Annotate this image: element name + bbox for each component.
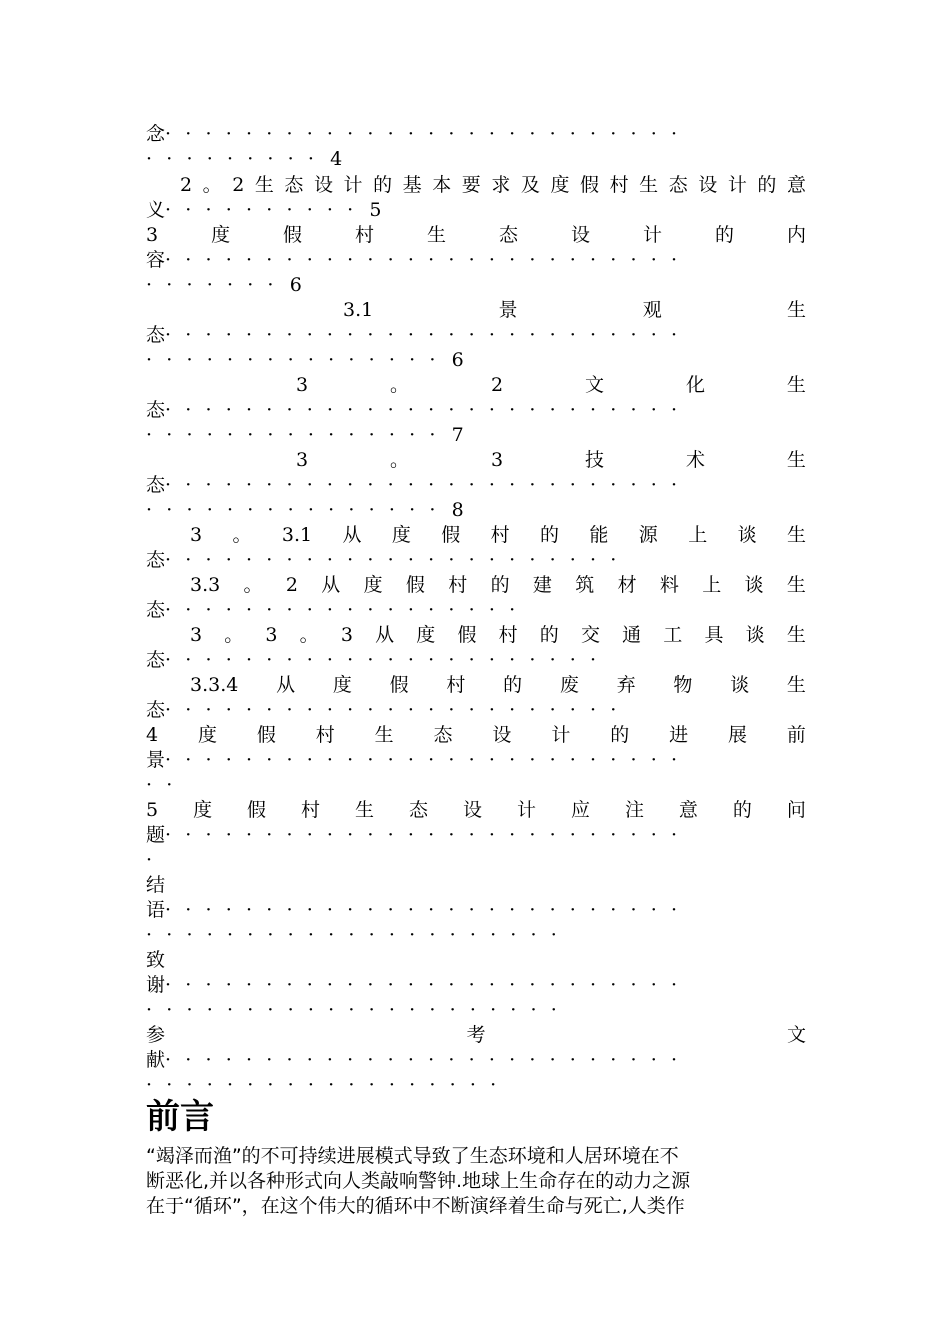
toc-entry-token: 设 [313,174,333,196]
toc-entry-token: 设 [492,724,512,746]
toc-entry-token: 的 [732,799,752,821]
toc-line [146,823,806,847]
toc-entry-token: 的 [610,724,630,746]
toc-entry-token: 生 [786,674,806,696]
toc-line [190,623,806,647]
toc-entry-token: 3 [296,449,309,471]
dot-leader: ······················· [165,699,631,721]
toc-entry-token: 意 [678,799,698,821]
toc-entry-token: 村 [498,624,518,646]
toc-entry-token: 生 [786,374,806,396]
toc-line [146,848,806,872]
toc-entry-token: 假 [405,574,425,596]
toc-entry-token: 度 [211,224,231,246]
toc-line [146,598,806,622]
toc-entry-token: 弃 [616,674,636,696]
toc-entry-token: 及 [520,174,540,196]
toc-entry-token: 的 [539,624,559,646]
toc-entry-token: 生 [639,174,659,196]
dot-leader: ·························· [165,324,692,346]
toc-entry-token: 村 [315,724,335,746]
toc-entry-token: 假 [283,224,303,246]
toc-line [146,423,806,447]
toc-entry-token: 谈 [745,624,765,646]
dot-leader: ·························· [165,399,692,421]
dot-leader: ··············· [146,499,450,521]
toc-entry-token: 源 [638,524,658,546]
toc-page-number: 7 [451,424,464,446]
toc-entry-token: 态 [499,224,519,246]
toc-line [146,923,806,947]
dot-leader: ·················· [146,1074,511,1096]
toc-page-number: 8 [451,499,464,521]
toc-entry-token: 谈 [737,524,757,546]
toc-entry-token: 。 [243,574,263,596]
toc-entry-token: 度 [332,674,352,696]
toc-entry-token: 前 [786,724,806,746]
toc-entry-token: 谈 [730,674,750,696]
toc-line [146,1048,806,1072]
toc-entry-token: 文 [786,1024,806,1046]
section-heading: 前言 [146,1097,214,1137]
dot-leader: ····················· [146,924,572,946]
toc-entry-token: 建 [532,574,552,596]
toc-entry-token: 。 [202,174,222,196]
toc-entry-token: 能 [589,524,609,546]
toc-entry-token: 2 [232,174,245,196]
toc-entry-token: 废 [559,674,579,696]
toc-entry-token: 度 [391,524,411,546]
toc-entry-token: 村 [448,574,468,596]
toc-line [146,273,806,297]
toc-entry-token: 基 [402,174,422,196]
toc-entry-token: 谈 [744,574,764,596]
toc-entry-token: 注 [624,799,644,821]
toc-entry-token: 村 [301,799,321,821]
toc-entry-token: 度 [363,574,383,596]
toc-entry-token: 术 [685,449,705,471]
toc-entry-token: 技 [585,449,605,471]
toc-entry-token: 应 [570,799,590,821]
toc-entry-token: 度 [197,724,217,746]
toc-entry-token: 计 [343,174,363,196]
toc-line [146,1023,806,1047]
dot-leader: ··············· [146,424,450,446]
toc-entry-token: 工 [663,624,683,646]
dot-leader: ······· [146,274,288,296]
toc-line [146,873,806,897]
toc-entry-token: 计 [642,224,662,246]
toc-entry-text: 语 [146,899,166,921]
toc-entry-token: 生 [786,449,806,471]
toc-entry-token: 计 [516,799,536,821]
toc-entry-token: 。 [390,374,410,396]
toc-entry-text: 态 [146,599,166,621]
toc-line [296,448,806,472]
toc-entry-token: 2 [180,174,193,196]
toc-entry-token: 。 [224,624,244,646]
toc-entry-token: 假 [256,724,276,746]
toc-line [146,548,806,572]
toc-entry-token: 设 [698,174,718,196]
toc-entry-token: 设 [462,799,482,821]
toc-entry-token: 计 [727,174,747,196]
toc-line [146,648,806,672]
dot-leader: ·························· [165,749,692,771]
toc-entry-text: 义 [146,199,166,221]
toc-entry-token: 3 [490,449,504,471]
dot-leader: ········· [146,148,329,170]
dot-leader: ·· [146,774,187,796]
toc-line [146,122,806,146]
toc-entry-token: 要 [461,174,481,196]
toc-line [146,473,806,497]
toc-entry-token: 态 [668,174,688,196]
toc-entry-text: 景 [146,749,166,771]
toc-line [146,748,806,772]
toc-entry-token: 的 [540,524,560,546]
dot-leader: · [146,849,167,871]
toc-line [146,198,806,222]
toc-entry-token: 度 [193,799,213,821]
toc-line [180,173,806,197]
toc-line [146,948,806,972]
toc-line [146,698,806,722]
dot-leader: ······················· [165,549,631,571]
toc-entry-token: 通 [622,624,642,646]
toc-entry-token: 生 [786,299,806,321]
toc-entry-token: 问 [786,799,806,821]
toc-entry-token: 5 [146,799,159,821]
toc-entry-token: 生 [355,799,375,821]
toc-entry-token: 上 [688,524,708,546]
toc-entry-token: 村 [446,674,466,696]
toc-entry-token: 展 [727,724,747,746]
toc-line [146,898,806,922]
toc-entry-token: 求 [491,174,511,196]
toc-line [146,348,806,372]
toc-entry-token: 上 [702,574,722,596]
dot-leader: ·········· [165,199,368,221]
toc-entry-token: 本 [432,174,452,196]
toc-line [146,773,806,797]
toc-entry-token: 从 [342,524,362,546]
toc-entry-token: 2 [490,374,504,396]
toc-entry-text: 念 [146,123,166,145]
dot-leader: ·························· [165,123,692,145]
dot-leader: ·························· [165,474,692,496]
dot-leader: ·················· [165,599,530,621]
toc-entry-token: 度 [550,174,570,196]
toc-entry-token: 从 [276,674,296,696]
toc-entry-token: 计 [551,724,571,746]
toc-entry-token: 。 [390,449,410,471]
toc-entry-token: 3.3.4 [190,674,239,696]
toc-entry-token: 村 [609,174,629,196]
toc-page-number: 4 [330,148,343,170]
toc-entry-token: 的 [714,224,734,246]
toc-entry-text: 态 [146,474,166,496]
toc-entry-token: 3 [265,624,278,646]
toc-page-number: 6 [451,349,464,371]
dot-leader: ····················· [146,999,572,1021]
toc-entry-token: 景 [498,299,518,321]
toc-entry-text: 献 [146,1049,166,1071]
toc-entry-text: 致 [146,949,166,971]
dot-leader: ······················ [165,649,611,671]
toc-entry-token: 3.3 [190,574,221,596]
toc-entry-token: 的 [503,674,523,696]
toc-entry-token: 从 [321,574,341,596]
toc-line [146,223,806,247]
toc-entry-text: 态 [146,649,166,671]
toc-entry-token: 态 [284,174,304,196]
toc-line [146,147,806,171]
toc-entry-token: 筑 [575,574,595,596]
toc-entry-token: 设 [570,224,590,246]
toc-entry-token: 假 [580,174,600,196]
toc-entry-token: 的 [757,174,777,196]
toc-entry-token: 材 [617,574,637,596]
toc-entry-token: 3 [190,524,203,546]
toc-entry-token: 3.1 [281,524,313,546]
toc-line [190,573,806,597]
toc-entry-token: 进 [669,724,689,746]
toc-line [146,998,806,1022]
toc-entry-token: 生 [254,174,274,196]
toc-entry-token: 的 [490,574,510,596]
toc-entry-token: 假 [441,524,461,546]
toc-entry-token: 村 [490,524,510,546]
toc-line [146,798,806,822]
toc-entry-token: 生 [427,224,447,246]
toc-entry-token: 3 [340,624,353,646]
toc-entry-token: 。 [232,524,252,546]
toc-entry-token: 生 [786,574,806,596]
dot-leader: ·························· [165,824,692,846]
toc-entry-text: 谢 [146,974,166,996]
toc-entry-text: 结 [146,874,166,896]
paragraph-line: 断恶化,并以各种形式向人类敲响警钟.地球上生命存在的动力之源 [146,1170,691,1192]
toc-line [190,673,806,697]
dot-leader: ·························· [165,249,692,271]
toc-line [146,973,806,997]
toc-entry-token: 2 [285,574,298,596]
toc-entry-token: 生 [786,524,806,546]
toc-line [146,1073,806,1097]
toc-line [146,723,806,747]
toc-entry-text: 题 [146,824,166,846]
toc-entry-text: 态 [146,549,166,571]
toc-entry-token: 从 [375,624,395,646]
toc-line [190,523,806,547]
toc-entry-token: 考 [466,1024,486,1046]
toc-entry-text: 态 [146,699,166,721]
toc-entry-token: 3 [296,374,309,396]
paragraph-line: “竭泽而渔”的不可持续进展模式导致了生态环境和人居环境在不 [146,1145,679,1167]
toc-entry-token: 4 [146,724,159,746]
toc-entry-token: 3 [190,624,203,646]
toc-entry-token: 生 [786,624,806,646]
toc-line [146,323,806,347]
dot-leader: ··············· [146,349,450,371]
toc-entry-token: 化 [685,374,705,396]
toc-page-number: 6 [289,274,302,296]
toc-entry-token: 态 [433,724,453,746]
toc-entry-token: 参 [146,1024,166,1046]
dot-leader: ·························· [165,1049,692,1071]
toc-entry-token: 3.1 [343,299,374,321]
toc-entry-token: 内 [786,224,806,246]
toc-entry-token: 假 [389,674,409,696]
toc-entry-token: 具 [704,624,724,646]
toc-entry-token: 交 [580,624,600,646]
toc-entry-token: 3 [146,224,159,246]
toc-entry-token: 度 [416,624,436,646]
toc-line [343,298,806,322]
toc-entry-text: 容 [146,249,166,271]
paragraph-line: 在于“循环”，在这个伟大的循环中不断演绎着生命与死亡,人类作 [146,1195,685,1217]
toc-line [146,248,806,272]
toc-entry-token: 物 [673,674,693,696]
toc-entry-token: 的 [373,174,393,196]
toc-entry-token: 态 [409,799,429,821]
toc-entry-token: 观 [642,299,662,321]
toc-entry-token: 生 [374,724,394,746]
toc-entry-token: 。 [299,624,319,646]
toc-entry-text: 态 [146,399,166,421]
toc-entry-token: 假 [247,799,267,821]
dot-leader: ·························· [165,899,692,921]
toc-entry-token: 村 [355,224,375,246]
toc-entry-token: 文 [585,374,605,396]
toc-entry-token: 假 [457,624,477,646]
toc-entry-token: 料 [659,574,679,596]
dot-leader: ·························· [165,974,692,996]
toc-page-number: 5 [369,199,382,221]
toc-entry-token: 意 [786,174,806,196]
toc-line [296,373,806,397]
toc-entry-text: 态 [146,324,166,346]
toc-line [146,498,806,522]
toc-line [146,398,806,422]
